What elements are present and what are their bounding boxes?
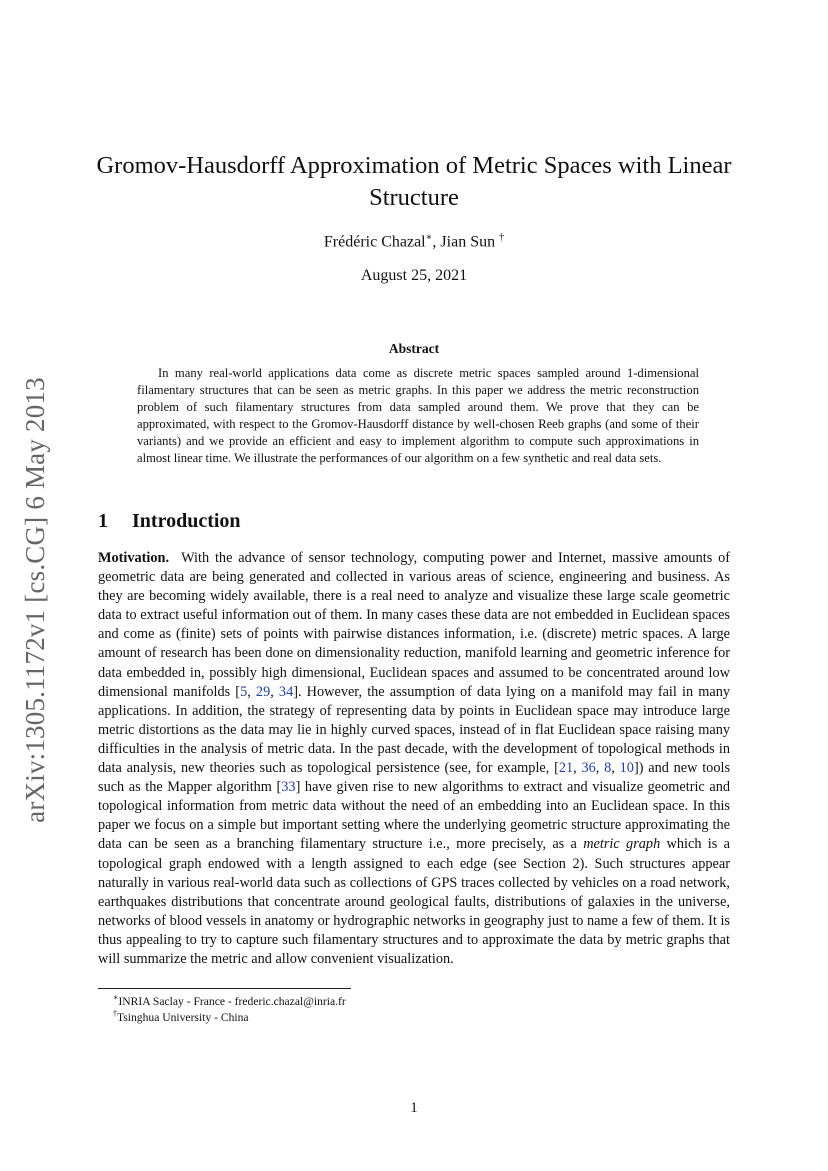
author-separator: , [432,233,441,251]
citation-link[interactable]: 8 [604,760,612,777]
footnote [113,1007,249,1025]
footnote-mark: ∗ [425,232,433,243]
citation-link[interactable]: 34 [278,683,294,700]
author-line [80,232,748,251]
abstract-text: In many real-world applications data come as discrete metric spaces sampled around 1-dimensional filamentary structures that can be seen as metric graphs. In this paper we address the metric reconstruction problem of such filamentary structures from data sampled around them. We prove that they can be approximated, with respect to the Gromov-Hausdorff distance by well-chosen Reeb graphs (and some of their variants) and we provide an efficient and easy to implement algorithm to compute such approximations in almost linear time. We illustrate the performances of our algorithm on a few synthetic and real data sets. [137,366,699,466]
body-text: With the advance of sensor technology, computing power and Internet, massive amounts of geometric data are being generated and collected in various areas of science, engineering and business. As they are becoming widely available, there is a real need to analyze and visualize these large scale geometric data to extract useful information out of them. In many cases these data are not embedded in Euclidean spaces and come as (finite) sets of points with pairwise distances information, i.e. (discrete) metric spaces. A large amount of research has been done on dimensionality reduction, manifold learning and geometric inference for data embedded in, possibly high dimensional, Euclidean spaces and assumed to be concentrated around low dimensional manifolds [ [98,550,730,700]
footnote-mark: ∗ [113,993,119,1002]
body-text: ] have given rise to new algorithms to extract and visualize geometric and topological information from metric data without the need of an embedding into an Euclidean space. In this paper we focus on a simple but important setting where the underlying geometric structure approximating the data can be seen as a branching filamentary structure i.e., more precisely, as a [98,779,730,853]
citation-link[interactable]: 10 [619,760,634,777]
arxiv-identifier-text: arXiv:1305.1172v1 [cs.CG] 6 May 2013 [20,377,50,823]
citation-link[interactable]: 33 [281,779,296,796]
paper-date: August 25, 2021 [360,267,468,284]
citation-link[interactable]: 21 [558,760,574,777]
citation-link[interactable]: 5 [240,683,248,700]
footnote-text: INRIA Saclay - France - frederic.chazal@inria.fr [118,994,346,1008]
footnote-mark: † [499,232,505,243]
footnote-text: Tsinghua University - China [117,1010,249,1024]
emphasized-term: metric graph [583,836,661,853]
section-title: Introduction [132,510,241,532]
page-number: 1 [410,1100,418,1116]
section-number: 1 [98,510,108,532]
abstract-heading: Abstract [388,341,440,356]
arxiv-identifier [14,360,56,840]
citation-link[interactable]: 29 [255,683,271,700]
author-name: Jian Sun [440,233,496,251]
body-text: ]. However, the assumption of data lying on a manifold may fail in many applications. In addition, the strategy of representing data by points in Euclidean space may introduce large metric distortions as the data may lie in highly curved spaces, instead of in flat Euclidean space raising many difficulties in the analysis of metric data. In the past decade, with the development of topological methods in data analysis, new theories such as topological persistence (see, for example, [ [98,683,730,777]
citation-link[interactable]: 36 [581,760,596,777]
paper-title: Gromov-Hausdorff Approximation of Metric Spaces with Linear Structure [96,152,732,211]
body-paragraph: Motivation. With the advance of sensor technology, computing power and Internet, massive amounts of geometric data are being generated and collected in various areas of science, engineering and business. As they are becoming widely available, there is a real need to analyze and visualize these large scale geometric data to extract useful information out of them. In many cases these data are not embedded in Euclidean spaces and come as (finite) sets of points with pairwise distances information, i.e. (discrete) metric spaces. A large amount of research has been done on dimensionality reduction, manifold learning and geometric inference for data embedded in, possibly high dimensional, Euclidean spaces and assumed to be concentrated around low dimensional manifolds [5, 29, 34]. However, the assumption of data lying on a manifold may fail in many applications. In addition, the strategy of representing data by points in Euclidean space may introduce large metric distortions as the data may lie in highly curved spaces, instead of in flat Euclidean space raising many difficulties in the analysis of metric data. In the past decade, with the development of topological methods in data analysis, new theories such as topological persistence (see, for example, [21, 36, 8, 10]) and new tools such as the Mapper algorithm [33] have given rise to new algorithms to extract and visualize geometric and topological information from metric data without the need of an embedding into an Euclidean space. In this paper we focus on a simple but important setting where the underlying geometric structure approximating the data can be seen as a branching filamentary structure i.e., more precisely, as a metric graph which is a topological graph endowed with a length assigned to each edge (see Section 2). Such structures appear naturally in various real-world data such as collections of GPS traces collected by vehicles on a road network, earthquakes distributions that concentrate around geological faults, distributions of galaxies in the universe, networks of blood vessels in anatomy or hydrographic networks in geography just to name a few of them. It is thus appealing to try to capture such filamentary structures and to approximate the data by metric graphs that will summarize the metric and allow convenient visualization. [98,550,731,967]
author-name: Frédéric Chazal [323,233,426,251]
paragraph-lead: Motivation. [98,550,170,566]
body-text: which is a topological graph endowed with a length assigned to each edge (see Section 2). Such structures appear naturally in various real-world data such as collections of GPS traces collected by vehicles on a road network, earthquakes distributions that concentrate around geological faults, distributions of galaxies in the universe, networks of blood vessels in anatomy or hydrographic networks in geography just to name a few of them. It is thus appealing to try to capture such filamentary structures and to approximate the data by metric graphs that will summarize the metric and allow convenient visualization. [98,836,730,967]
body-text: ]) and new tools such as the Mapper algorithm [ [98,760,731,796]
section-heading [98,510,241,533]
footnote-rule [98,988,351,989]
footnote-mark: † [113,1009,117,1018]
